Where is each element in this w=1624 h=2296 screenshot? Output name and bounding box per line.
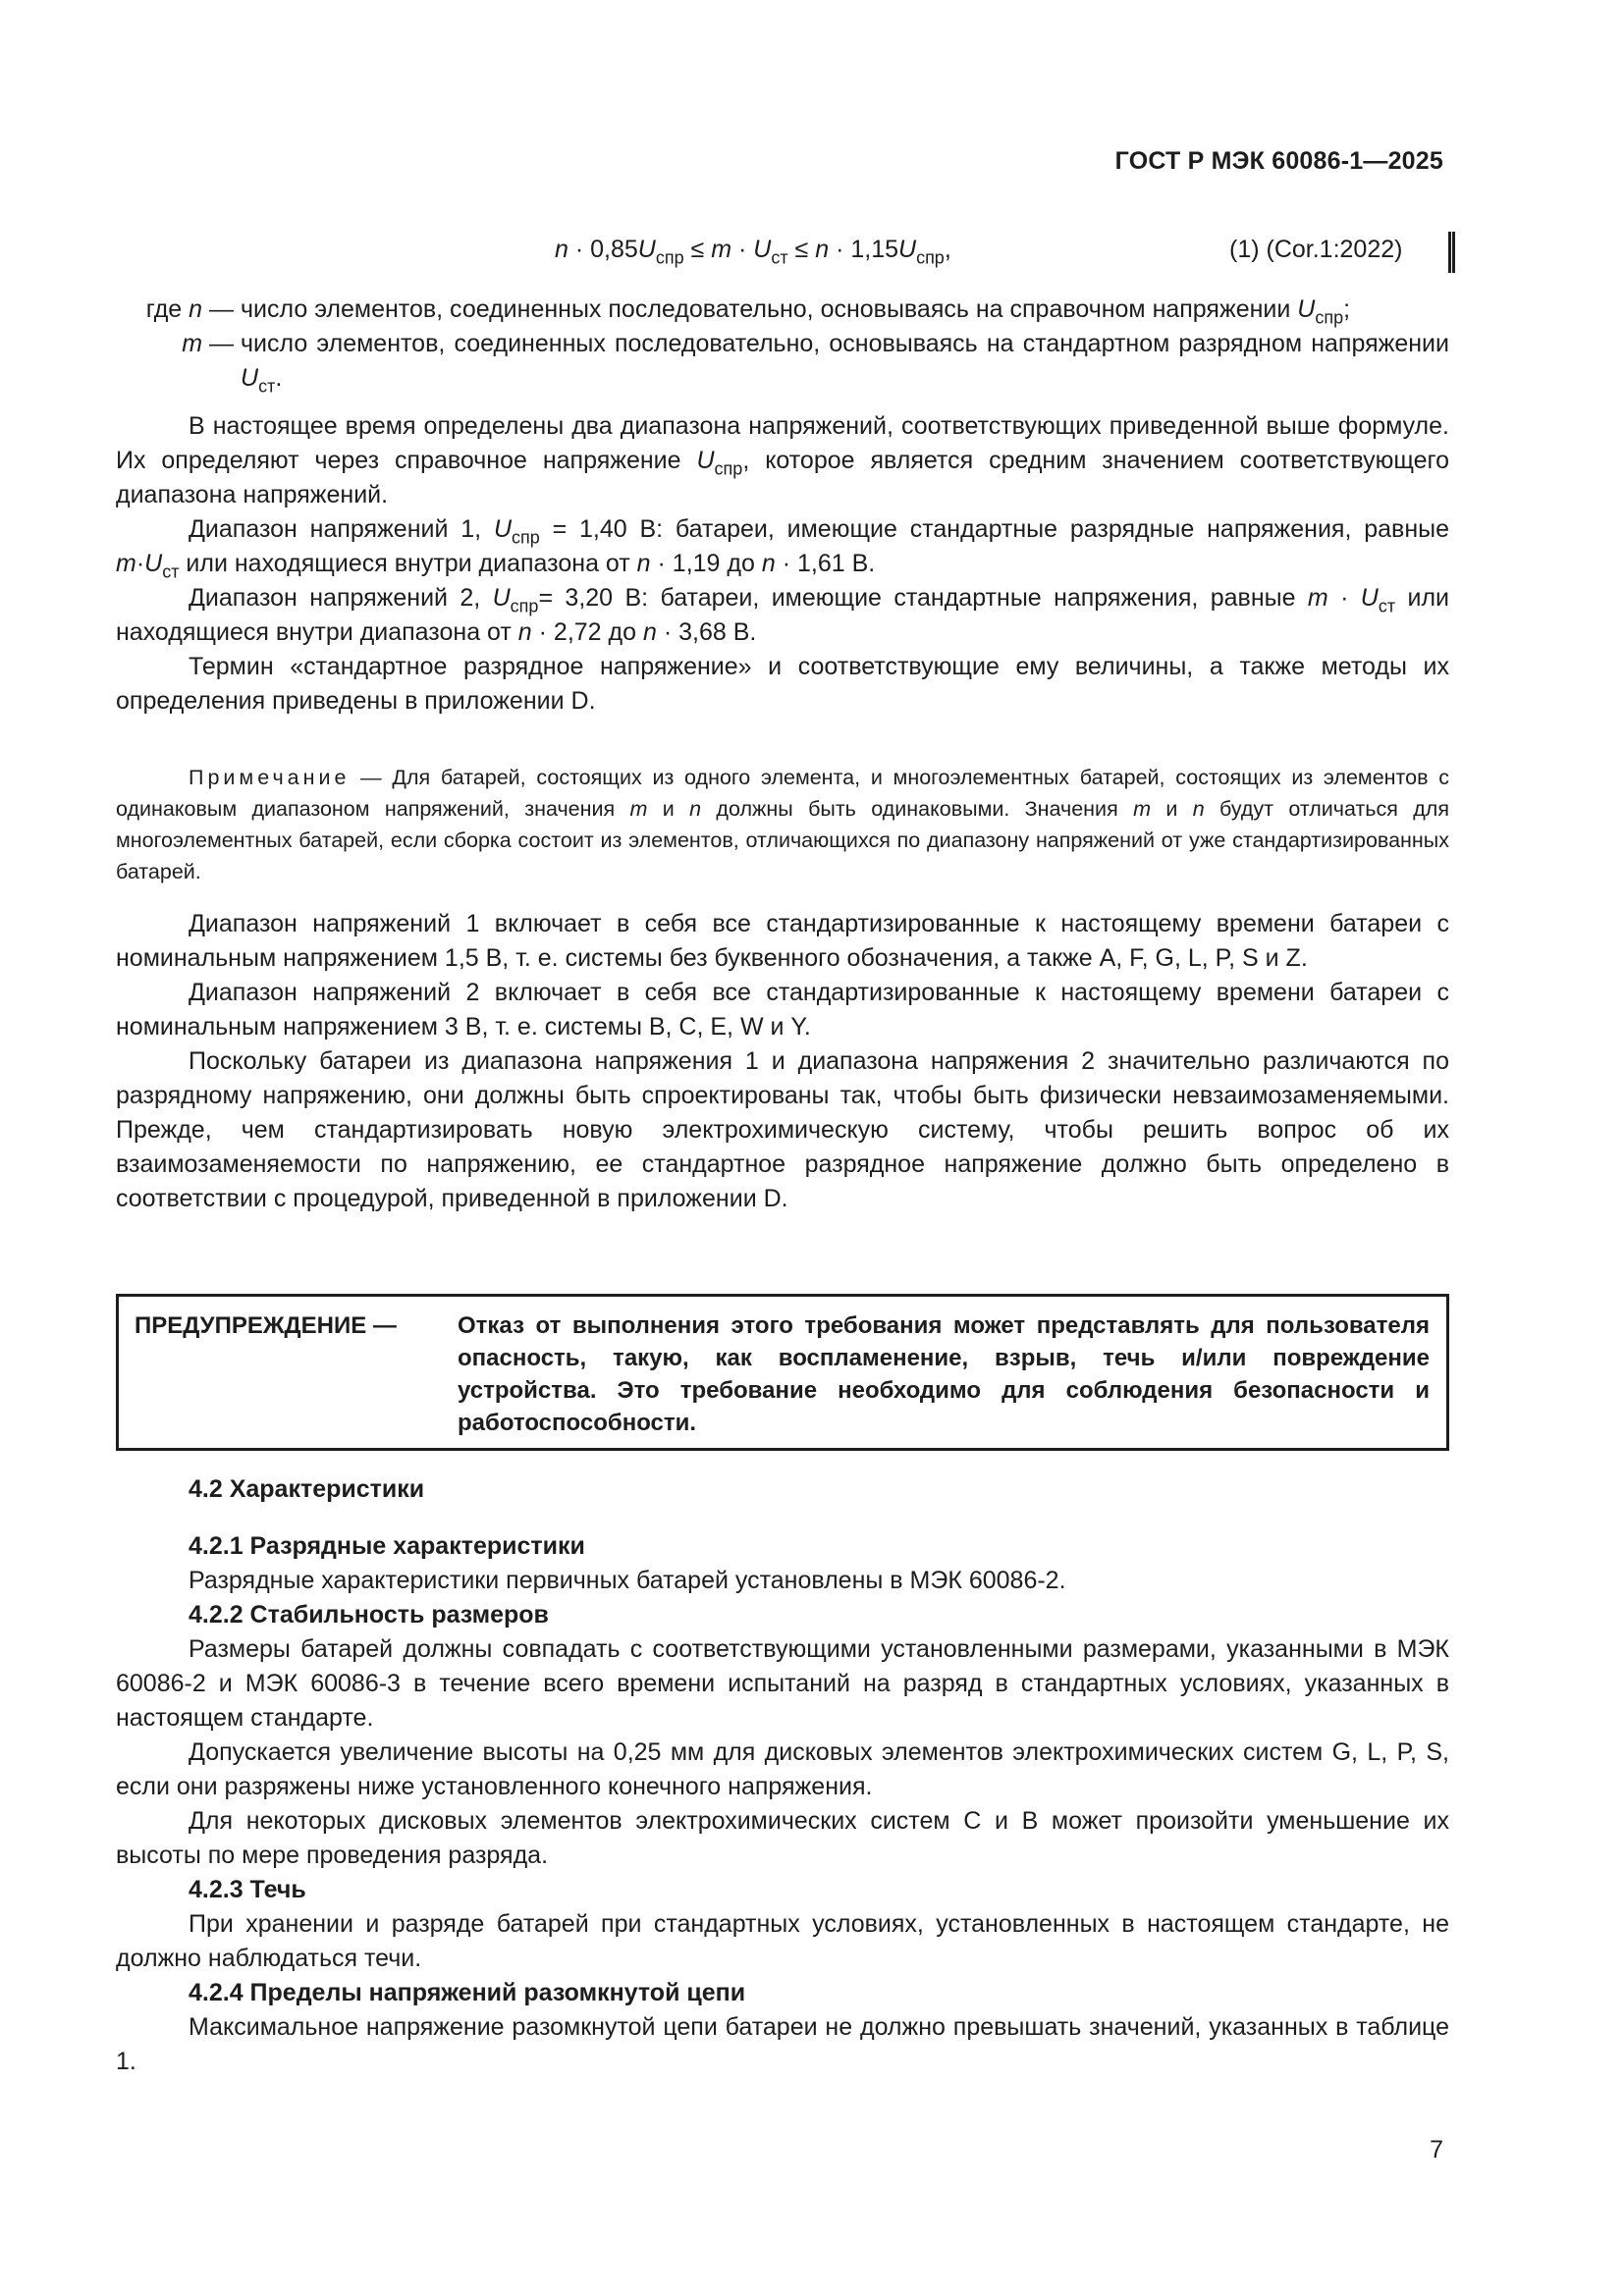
text-run: = 1,40 В: батареи, имеющие стандартные разрядные напряжения, равные: [539, 515, 1449, 543]
italic-symbol: n: [761, 550, 776, 577]
text-run: Термин «стандартное разрядное напряжение» и соответствующие ему величины, а также методы их определения приведены в приложении D.: [116, 653, 1449, 715]
text-run: · 1,61 В.: [775, 550, 876, 577]
note-label: Примечание: [189, 766, 351, 789]
paragraph: Поскольку батареи из диапазона напряжения 1 и диапазона напряжения 2 значительно различаются по разрядному напряжению, они должны быть спроектированы так, чтобы быть физически невзаимозаменяемыми. Прежде, чем стандартизировать новую электрохимическую систему, чтобы решить вопрос об их взаимозаменяемости по напряжению, ее стандартное разрядное напряжение должно быть определено в соответствии с процедурой, приведенной в приложении D.: [116, 1047, 1449, 1212]
text-run: —: [202, 295, 234, 323]
text-run: и: [1150, 797, 1193, 821]
voltage-ranges-text: [116, 409, 1449, 719]
paragraph: Разрядные характеристики первичных батарей установлены в МЭК 60086-2.: [189, 1567, 1066, 1594]
italic-symbol: n: [636, 550, 651, 577]
definition-text: [241, 295, 1351, 328]
italic-symbol: n: [517, 618, 532, 646]
text-run: ≤: [787, 236, 816, 263]
text-run: , которое является средним значением соответствующего диапазона напряжений.: [116, 447, 1449, 508]
definition-term: [116, 327, 234, 361]
italic-symbol: U: [144, 550, 163, 577]
italic-symbol: U: [753, 236, 772, 263]
definitions-list: [116, 293, 1449, 396]
text-run: ·: [1327, 584, 1361, 612]
subscript: ст: [771, 247, 788, 268]
characteristics-section: [116, 1472, 1449, 2079]
text-run: Диапазон напряжений 1,: [189, 515, 494, 543]
text-run: · 1,19 до: [650, 550, 762, 577]
formula-1: [555, 236, 951, 268]
subscript: ст: [1378, 596, 1396, 616]
paragraph: [116, 650, 1449, 719]
section-heading-4-2-2: 4.2.2 Стабильность размеров: [189, 1601, 549, 1629]
italic-symbol: U: [898, 236, 917, 263]
voltage-range-systems-text: [116, 907, 1449, 1216]
text-run: ;: [1343, 295, 1351, 323]
italic-symbol: U: [696, 447, 715, 474]
italic-symbol: m: [1133, 797, 1151, 821]
text-run: должны быть одинаковыми. Значения: [701, 797, 1134, 821]
text-run: ≤: [683, 236, 712, 263]
subscript: спр: [916, 247, 945, 268]
text-run: = 3,20 В: батареи, имеющие стандартные напряжения, равные: [538, 584, 1308, 612]
definition-text: [241, 330, 1449, 397]
paragraph: При хранении и разряде батарей при стандартных условиях, установленных в настоящем стандарте, не должно наблюдаться течи.: [116, 1910, 1449, 1972]
italic-symbol: U: [637, 236, 656, 263]
subscript: ст: [258, 376, 276, 397]
page-number: 7: [1430, 2136, 1443, 2163]
warning-text: Отказ от выполнения этого требования может представлять для пользователя опасность, такую, как воспламенение, взрыв, течь и/или повреждение устройства. Это требование необходимо для соблюдения безопасности и работоспособности.: [458, 1312, 1430, 1436]
text-run: и: [647, 797, 690, 821]
paragraph: [116, 409, 1449, 512]
section-heading-4-2: 4.2 Характеристики: [189, 1475, 425, 1503]
paragraph: Для некоторых дисковых элементов электрохимических систем C и B может произойти уменьшение их высоты по мере проведения разряда.: [116, 1807, 1449, 1869]
subscript: спр: [655, 247, 684, 268]
text-run: ·: [135, 550, 145, 577]
paragraph: Диапазон напряжений 2 включает в себя все стандартизированные к настоящему времени батареи с номинальным напряжением 3 В, т. е. системы B, C, E, W и Y.: [116, 979, 1449, 1041]
formula-reference: (1) (Cor.1:2022): [1229, 236, 1403, 263]
italic-symbol: n: [1192, 797, 1205, 821]
subscript: спр: [1315, 307, 1344, 328]
italic-symbol: U: [493, 515, 512, 543]
text-run: или находящиеся внутри диапазона от: [179, 550, 637, 577]
paragraph: Размеры батарей должны совпадать с соответствующими установленными размерами, указанными в МЭК 60086-2 и МЭК 60086-3 в течение всего времени испытаний на разряд в стандартных условиях, указанных в настоящем стандарте.: [116, 1635, 1449, 1732]
definition-term: [116, 293, 234, 327]
subscript: ст: [162, 561, 180, 582]
section-heading-4-2-4: 4.2.4 Пределы напряжений разомкнутой цепи: [189, 1979, 746, 2006]
text-run: Диапазон напряжений 2,: [189, 584, 493, 612]
italic-symbol: m: [1307, 584, 1328, 612]
italic-symbol: n: [642, 618, 657, 646]
italic-symbol: U: [492, 584, 511, 612]
subscript: спр: [714, 458, 743, 479]
paragraph: Допускается увеличение высоты на 0,25 мм для дисковых элементов электрохимических систем G, L, P, S, если они разряжены ниже установленного конечного напряжения.: [116, 1738, 1449, 1800]
text-run: число элементов, соединенных последовательно, основываясь на справочном напряжении: [241, 295, 1298, 323]
italic-symbol: n: [689, 797, 702, 821]
text-run: ,: [944, 236, 951, 263]
paragraph: [116, 581, 1449, 650]
italic-symbol: n: [189, 295, 203, 323]
italic-symbol: U: [1297, 295, 1316, 323]
italic-symbol: U: [1360, 584, 1379, 612]
italic-symbol: U: [241, 364, 259, 392]
text-run: ·: [731, 236, 754, 263]
definition-m: [116, 327, 1449, 396]
text-run: · 1,15: [829, 236, 898, 263]
section-heading-4-2-3: 4.2.3 Течь: [189, 1876, 306, 1903]
warning-box: [116, 1294, 1449, 1451]
paragraph: Максимальное напряжение разомкнутой цепи батареи не должно превышать значений, указанных в таблице 1.: [116, 2013, 1449, 2075]
italic-symbol: m: [629, 797, 648, 821]
italic-symbol: m: [116, 550, 136, 577]
text-run: · 3,68 В.: [656, 618, 757, 646]
document-code-header: ГОСТ Р МЭК 60086-1—2025: [1114, 147, 1443, 175]
text-run: —: [202, 330, 234, 357]
warning-label: ПРЕДУПРЕЖДЕНИЕ —: [135, 1312, 397, 1339]
change-bar: [1448, 232, 1455, 273]
text-run: число элементов, соединенных последовательно, основываясь на стандартном разрядном напряжении: [241, 330, 1449, 357]
subscript: спр: [512, 527, 540, 548]
paragraph: Диапазон напряжений 1 включает в себя все стандартизированные к настоящему времени батареи с номинальным напряжением 1,5 В, т. е. системы без буквенного обозначения, а также A, F, G, L, P, S и Z.: [116, 910, 1449, 972]
definition-n: [116, 293, 1449, 327]
paragraph: [116, 512, 1449, 581]
text-run: .: [275, 364, 283, 392]
text-run: · 0,85: [568, 236, 638, 263]
text-run: где: [145, 295, 189, 323]
text-run: В настоящее время определены два диапазона напряжений, соответствующих приведенной выше формуле. Их определяют через справочное напряжение: [116, 412, 1449, 474]
italic-symbol: m: [711, 236, 732, 263]
text-run: будут отличаться для многоэлементных батарей, если сборка состоит из элементов, отличающихся по диапазону напряжений от уже стандартизированных батарей.: [116, 797, 1449, 883]
italic-symbol: n: [815, 236, 830, 263]
text-run: — Для батарей, состоящих из одного элемента, и многоэлементных батарей, состоящих из элементов с одинаковым диапазоном напряжений, значения: [116, 766, 1449, 821]
section-heading-4-2-1: 4.2.1 Разрядные характеристики: [189, 1532, 585, 1560]
italic-symbol: m: [182, 330, 203, 357]
subscript: спр: [510, 596, 539, 616]
note: [116, 762, 1449, 887]
text-run: или находящиеся внутри диапазона от: [116, 584, 1450, 646]
italic-symbol: n: [555, 236, 568, 263]
text-run: · 2,72 до: [531, 618, 643, 646]
